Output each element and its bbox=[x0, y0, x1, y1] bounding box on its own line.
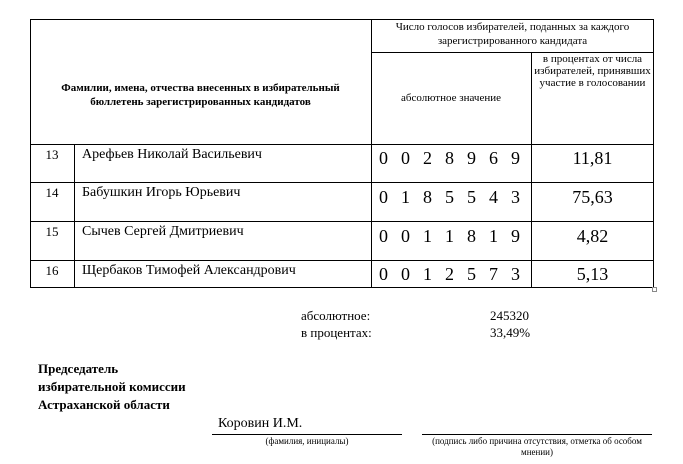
vote-digit: 0 bbox=[401, 226, 410, 246]
candidates-column-header: Фамилии, имена, отчества внесенных в избирательный бюллетень зарегистрированных кандидатов bbox=[61, 82, 340, 108]
row-number: 14 bbox=[45, 185, 59, 200]
vote-digit: 0 bbox=[379, 187, 388, 207]
candidate-name: Щербаков Тимофей Александрович bbox=[82, 263, 296, 278]
summary-percent-value: 33,49% bbox=[490, 325, 531, 340]
vote-percent: 4,82 bbox=[576, 226, 609, 246]
vote-digit: 0 bbox=[401, 264, 410, 284]
row-number: 15 bbox=[45, 224, 59, 239]
vote-percent: 5,13 bbox=[576, 264, 609, 284]
vote-digit: 7 bbox=[489, 264, 498, 284]
vote-digit: 5 bbox=[467, 187, 476, 207]
vote-percent: 11,81 bbox=[572, 148, 613, 168]
summary-percent-label: в процентах: bbox=[301, 325, 372, 340]
percent-header: в процентах от числа избирателей, принявших участие в голосовании bbox=[534, 53, 651, 89]
summary-absolute-label: абсолютное: bbox=[301, 308, 371, 323]
vote-digit: 8 bbox=[445, 148, 454, 168]
vote-digit: 2 bbox=[445, 264, 454, 284]
summary-absolute-value: 245320 bbox=[490, 308, 529, 323]
chairman-name: Коровин И.М. bbox=[218, 416, 303, 431]
vote-digit: 8 bbox=[423, 187, 432, 207]
candidate-name: Сычев Сергей Дмитриевич bbox=[82, 224, 244, 239]
vote-digit: 8 bbox=[467, 226, 476, 246]
vote-digit: 0 bbox=[379, 226, 388, 246]
vote-digit: 4 bbox=[489, 187, 498, 207]
row-divider bbox=[30, 260, 654, 261]
candidate-name: Арефьев Николай Васильевич bbox=[82, 147, 262, 162]
name-caption: (фамилия, инициалы) bbox=[265, 436, 349, 446]
row-divider bbox=[30, 221, 654, 222]
vote-digit: 1 bbox=[423, 264, 432, 284]
vote-digit: 5 bbox=[445, 187, 454, 207]
candidate-name: Бабушкин Игорь Юрьевич bbox=[82, 185, 241, 200]
row-divider bbox=[30, 182, 654, 183]
table-border-bottom bbox=[30, 287, 654, 288]
table-resize-handle[interactable] bbox=[652, 287, 657, 292]
signature-underline bbox=[422, 434, 652, 435]
vote-digit: 0 bbox=[379, 264, 388, 284]
vote-digit: 9 bbox=[511, 226, 520, 246]
vote-digit: 0 bbox=[379, 148, 388, 168]
row-number: 16 bbox=[45, 263, 59, 278]
number-column-divider bbox=[74, 144, 75, 288]
vote-digit: 3 bbox=[511, 264, 520, 284]
vote-digit: 1 bbox=[401, 187, 410, 207]
chairman-title: Председатель избирательной комиссии Астраханской области bbox=[38, 361, 186, 412]
vote-digit: 9 bbox=[511, 148, 520, 168]
vote-digit: 9 bbox=[467, 148, 476, 168]
signature-caption: (подпись либо причина отсутствия, отметка об особом мнении) bbox=[432, 436, 642, 457]
vote-digit: 0 bbox=[401, 148, 410, 168]
vote-digit: 6 bbox=[489, 148, 498, 168]
row-number: 13 bbox=[45, 147, 59, 162]
name-underline bbox=[212, 434, 402, 435]
vote-digit: 2 bbox=[423, 148, 432, 168]
vote-digit: 3 bbox=[511, 187, 520, 207]
vote-digit: 1 bbox=[489, 226, 498, 246]
header-bottom-border bbox=[30, 144, 654, 145]
vote-digit: 1 bbox=[423, 226, 432, 246]
absolute-value-header: абсолютное значение bbox=[401, 92, 501, 104]
vote-digit: 1 bbox=[445, 226, 454, 246]
votes-column-header: Число голосов избирателей, поданных за каждого зарегистрированного кандидата bbox=[395, 21, 630, 47]
vote-percent: 75,63 bbox=[572, 187, 613, 207]
vote-digit: 5 bbox=[467, 264, 476, 284]
